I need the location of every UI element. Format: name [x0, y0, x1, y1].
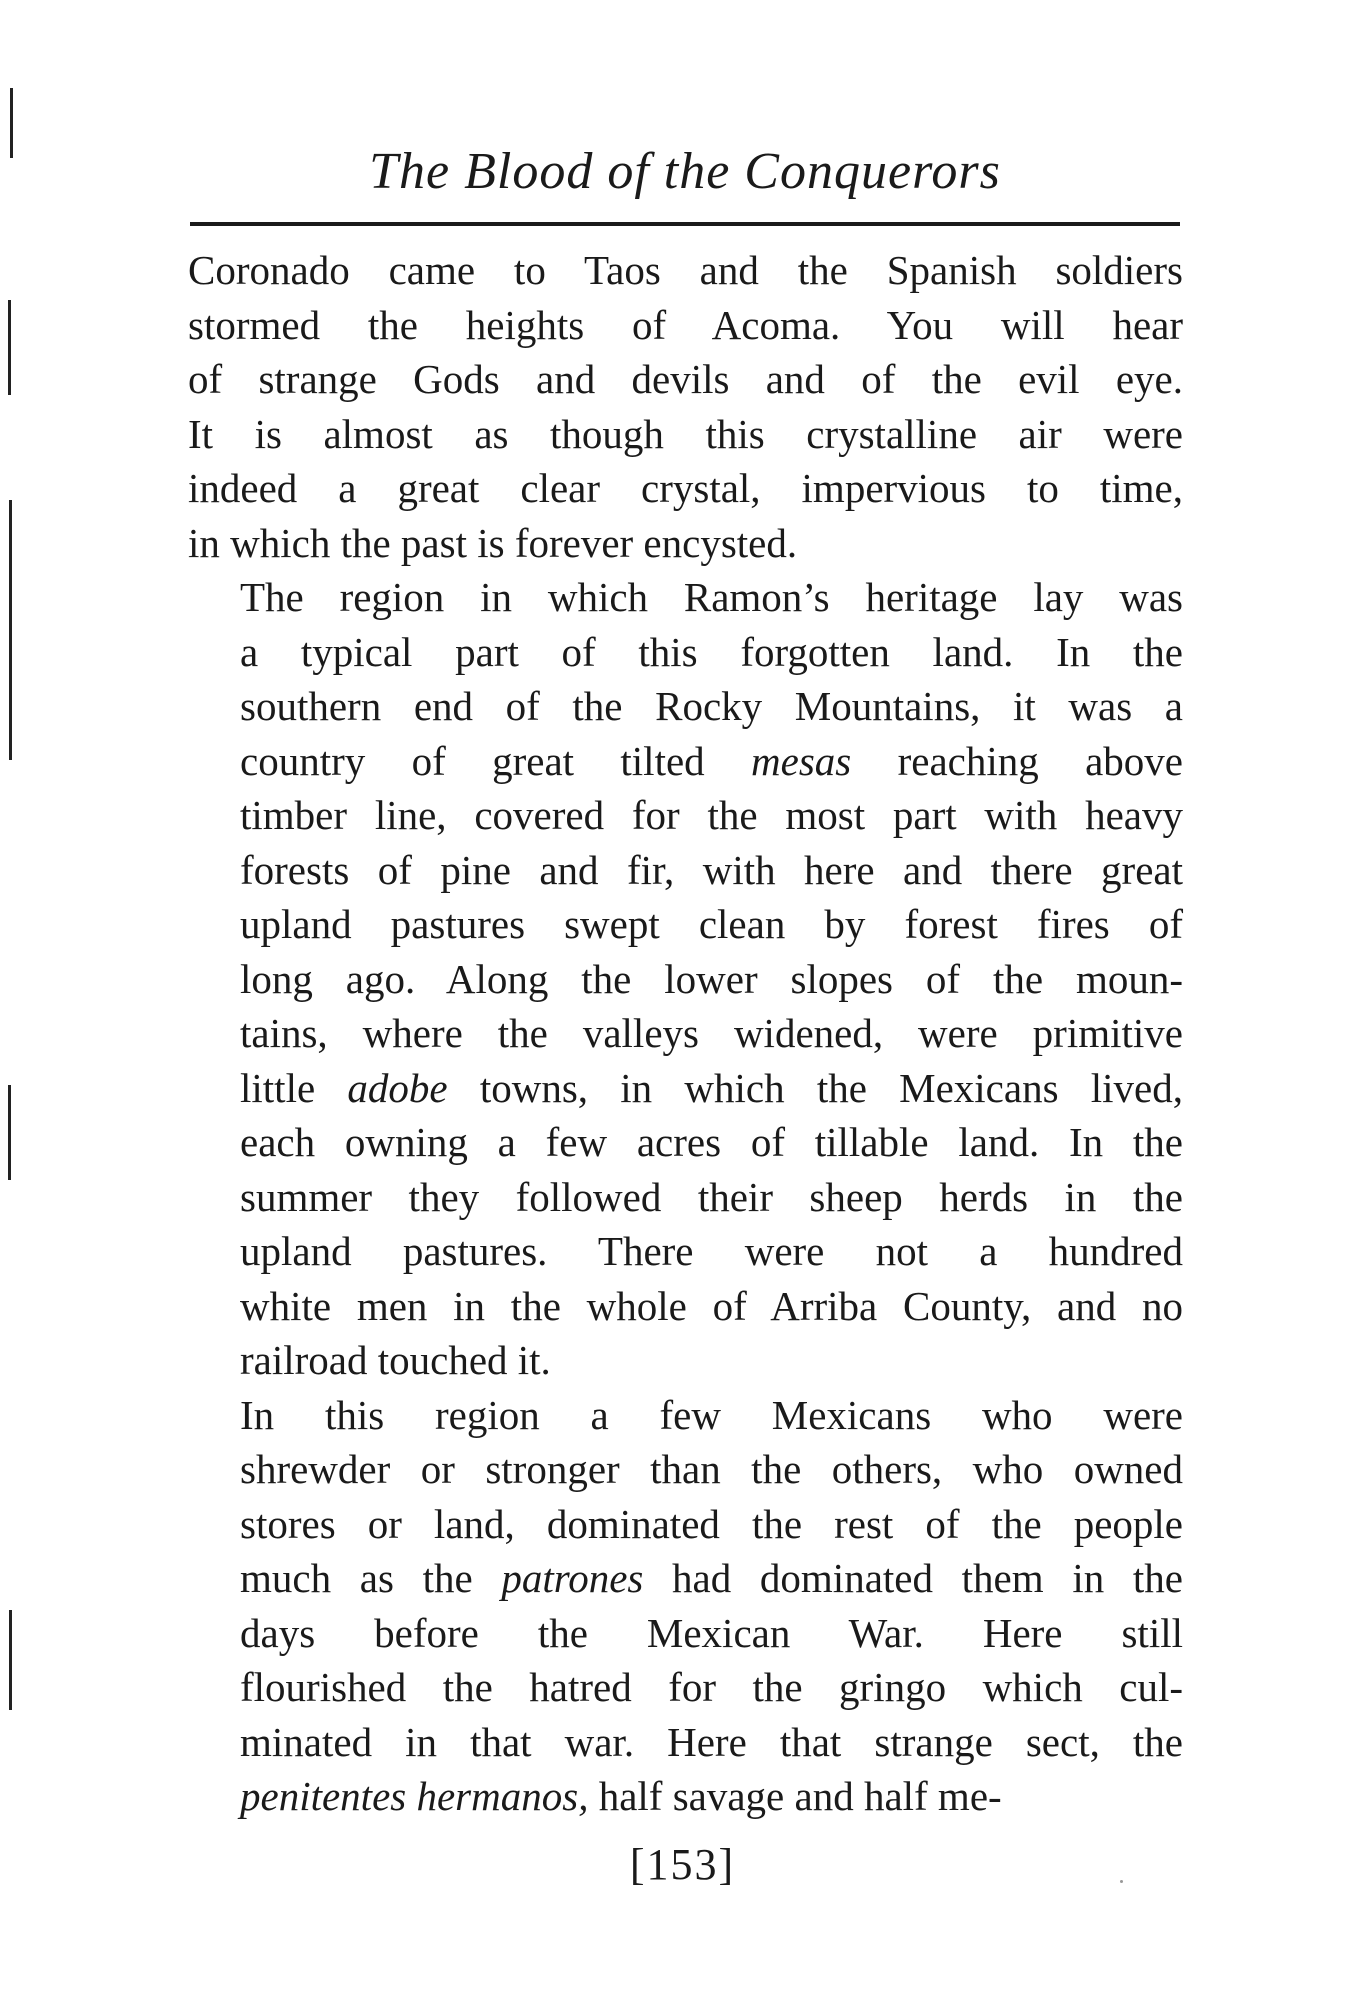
text-line: The region in which Ramon’s heritage lay was [240, 574, 1183, 620]
text-line: Coronado came to Taos and the Spanish soldiers [188, 247, 1183, 293]
text-line: in which the past is forever encysted. [188, 519, 798, 566]
body-text [188, 243, 1183, 1824]
text-line: stores or land, dominated the rest of the people [240, 1500, 1183, 1547]
scan-edge-mark [9, 500, 12, 760]
text-line: indeed a great clear crystal, impervious to time, [188, 465, 1183, 511]
text-line: summer they followed their sheep herds in the [240, 1173, 1183, 1220]
text-line: country of great tilted mesas reaching above [240, 737, 1183, 784]
text-line: timber line, covered for the most part with heavy [240, 792, 1183, 838]
text-line: little adobe towns, in which the Mexicans lived, [240, 1064, 1183, 1111]
text-line: white men in the whole of Arriba County, and no [240, 1282, 1183, 1329]
text-line: upland pastures swept clean by forest fires of [240, 901, 1183, 947]
text-line: of strange Gods and devils and of the evil eye. [188, 356, 1183, 402]
paragraph [188, 243, 1183, 570]
text-line: In this region a few Mexicans who were [240, 1391, 1183, 1438]
paragraph [188, 1388, 1183, 1824]
scan-edge-mark [8, 300, 11, 395]
head-rule [190, 222, 1180, 226]
paragraph [188, 570, 1183, 1388]
scan-edge-mark [9, 1610, 12, 1710]
scan-edge-mark [8, 1085, 11, 1180]
text-line: stormed the heights of Acoma. You will hear [188, 301, 1183, 348]
text-line: long ago. Along the lower slopes of the moun- [240, 955, 1183, 1002]
running-head: The Blood of the Conquerors [369, 143, 1001, 200]
text-line: penitentes hermanos, half savage and half me- [240, 1773, 1002, 1819]
text-line: southern end of the Rocky Mountains, it was a [240, 683, 1183, 729]
text-line: a typical part of this forgotten land. In the [240, 628, 1183, 675]
text-line: much as the patrones had dominated them in the [240, 1555, 1183, 1601]
text-line: tains, where the valleys widened, were primitive [240, 1010, 1183, 1056]
page-number: [153] [629, 1840, 736, 1889]
text-line: railroad touched it. [240, 1337, 551, 1383]
text-line: It is almost as though this crystalline air were [188, 410, 1183, 457]
scan-edge-mark [10, 88, 13, 158]
text-line: flourished the hatred for the gringo which cul- [240, 1664, 1183, 1710]
text-line: shrewder or stronger than the others, who owned [240, 1446, 1183, 1492]
text-line: days before the Mexican War. Here still [240, 1609, 1183, 1656]
text-line: each owning a few acres of tillable land. In the [240, 1119, 1183, 1165]
text-line: upland pastures. There were not a hundred [240, 1228, 1183, 1274]
text-line: minated in that war. Here that strange sect, the [240, 1718, 1183, 1765]
text-line: forests of pine and fir, with here and there great [240, 846, 1183, 893]
